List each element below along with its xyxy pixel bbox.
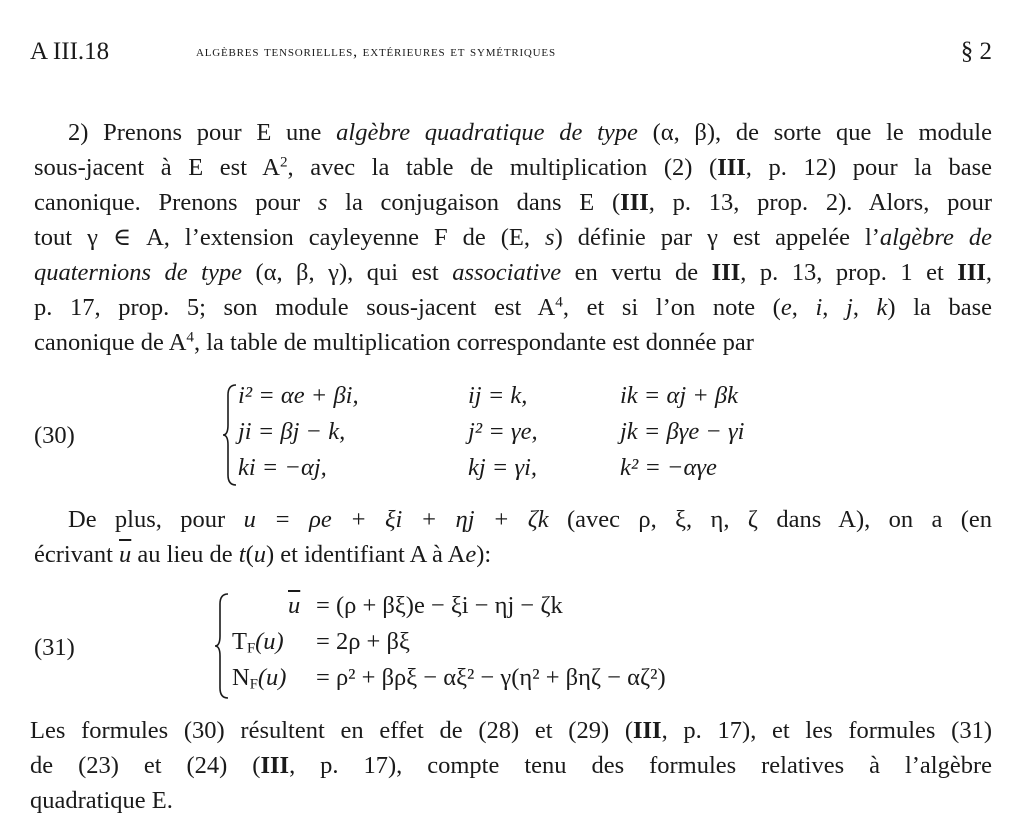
- paragraph-1-line-6: p. 17, prop. 5; son module sous-jacent est $A^4$, et si l’on note (e, i, j, k) la base: [34, 293, 993, 321]
- paragraph-1-line-2: sous-jacent à E est $A^2$, avec la table de multiplication (2) (III, p. 12) pour la base: [34, 153, 992, 181]
- paragraph-3-line-2: de (23) et (24) (III, p. 17), compte tenu des formules relatives à l’algèbre: [30, 752, 992, 779]
- paragraph-1-line-5: quaternions de type (α, β, γ), qui est associative en vertu de III, p. 13, prop. 1 et III,: [34, 259, 993, 286]
- paragraph-1-line-3: canonique. Prenons pour s la conjugaison dans E (III, p. 13, prop. 2). Alors, pour: [34, 189, 992, 216]
- paragraph-1-line-1: 2) Prenons pour E une algèbre quadratique de type (α, β), de sorte que le module: [68, 119, 992, 146]
- paragraph-3-line-3: quadratique E.: [30, 787, 173, 814]
- paragraph-1-line-7: canonique de $A^4$, la table de multiplication correspondante est donnée par: [34, 328, 754, 356]
- equation-31-label: (31): [34, 634, 75, 661]
- eq31-row1-lhs: $\overline{u}$: [288, 592, 301, 619]
- eq30-r3c2: kj = γi,: [468, 454, 538, 481]
- eq30-r3c3: k² = −αγe: [620, 454, 717, 481]
- eq30-r1c3: ik = αj + βk: [620, 382, 738, 409]
- paragraph-2-line-1: De plus, pour u = ρe + ξi + ηj + ζk (avec ρ, ξ, η, ζ dans A), on a (en: [68, 506, 992, 533]
- paragraph-1-line-4: tout γ ∈ A, l’extension cayleyenne F de (E, s) définie par γ est appelée l’algèbre de: [34, 224, 992, 251]
- eq31-row3-lhs: $N_F(u)$: [232, 664, 287, 693]
- chapter-title: algèbres tensorielles, extérieures et symétriques: [196, 43, 556, 60]
- eq30-r2c2: j² = γe,: [468, 418, 538, 445]
- eq30-r3c1: ki = −αj,: [238, 454, 327, 481]
- eq30-r2c1: ji = βj − k,: [238, 418, 346, 445]
- page-reference: A III.18: [30, 38, 110, 65]
- equation-30-label: (30): [34, 422, 75, 449]
- paragraph-2-line-2: écrivant $\overline{u}$ au lieu de t(u) et identifiant A à Ae):: [34, 541, 492, 568]
- paragraph-3-line-1: Les formules (30) résultent en effet de (28) et (29) (III, p. 17), et les formules (31): [30, 717, 992, 744]
- eq31-row1-rhs: = (ρ + βξ)e − ξi − ηj − ζk: [316, 592, 563, 619]
- equation-31-brace: [214, 592, 230, 700]
- eq31-row3-rhs: = ρ² + βρξ − αξ² − γ(η² + βηζ − αζ²): [316, 664, 666, 691]
- equation-30-brace: [222, 383, 238, 487]
- eq30-r1c2: ij = k,: [468, 382, 528, 409]
- eq31-row2-rhs: = 2ρ + βξ: [316, 628, 410, 655]
- eq30-r1c1: i² = αe + βi,: [238, 382, 359, 409]
- eq31-row2-lhs: $T_F(u)$: [232, 628, 284, 657]
- eq30-r2c3: jk = βγe − γi: [620, 418, 745, 445]
- running-header: [30, 38, 992, 72]
- section-number: § 2: [960, 38, 992, 65]
